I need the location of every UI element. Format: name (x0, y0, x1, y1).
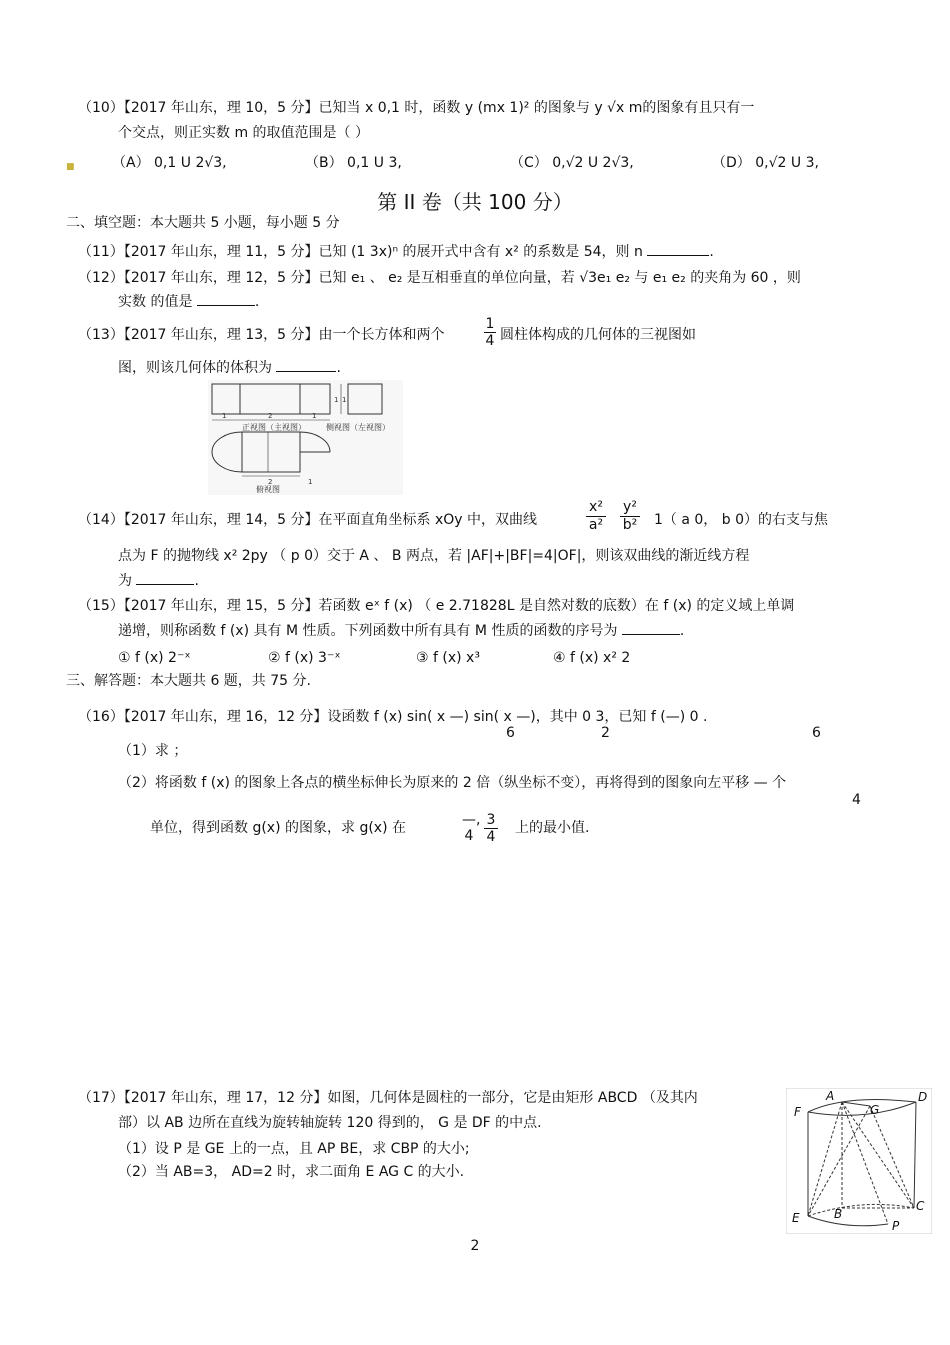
q12-stem: 实数 的值是 (118, 294, 193, 310)
side-view-label: 侧视图（左视图） (326, 423, 390, 432)
section-title: 第 II 卷（共 100 分） (377, 190, 573, 214)
q15-answer-blank (622, 622, 680, 635)
q16-interval-right (484, 812, 498, 845)
q16-den-2: 2 (601, 725, 610, 741)
page-number: 2 (470, 1238, 480, 1254)
q16-part2: （2）将函数 f (x) 的图象上各点的横坐标伸长为原来的 2 倍（纵坐标不变），再将得到的图象向左平移 — 个 (118, 775, 787, 791)
q16-part3-b: 上的最小值. (515, 820, 590, 836)
q16-int-a-den: 4 (464, 828, 474, 844)
q13-line2: 图，则该几何体的体积为 . (118, 360, 341, 376)
label-F: F (794, 1105, 801, 1119)
q17-part1: （1）设 P 是 GE 上的一点，且 AP BE，求 CBP 的大小; (118, 1141, 470, 1157)
bullet-mark: ■ (66, 162, 75, 172)
q14-stem: 为 (118, 573, 132, 589)
q14-frac-x (586, 499, 606, 534)
q14-x2: x² (586, 499, 606, 517)
q14-line1-a: （14）【2017 年山东，理 14，5 分】在平面直角坐标系 xOy 中，双曲线 (78, 512, 538, 528)
label-E: E (792, 1211, 800, 1225)
q12-line2: 实数 的值是 . (118, 294, 260, 310)
q14-line2: 点为 F 的抛物线 x² 2py （ p 0）交于 A 、 B 两点，若 |AF|+|BF|=4|OF|，则该双曲线的渐近线方程 (118, 548, 750, 564)
q16-den-6b: 6 (812, 725, 821, 741)
q10-option-a: （A） 0,1 U 2√3, (112, 155, 227, 171)
q10-option-d: （D） 0,√2 U 3, (712, 155, 819, 171)
top-view-label: 俯视图 (256, 485, 280, 494)
q12-answer-blank (197, 293, 255, 306)
q12-line1: （12）【2017 年山东，理 12，5 分】已知 e₁ 、 e₂ 是互相垂直的单位向量，若 √3e₁ e₂ 与 e₁ e₂ 的夹角为 60 ，则 (78, 270, 801, 286)
q15-option-2: ② f (x) 3⁻ˣ (268, 650, 341, 666)
label-G: G (870, 1103, 880, 1117)
q11-answer-blank (647, 243, 709, 256)
q14-line1-b: 1（ a 0， b 0）的右支与焦 (654, 512, 828, 528)
q13-frac-num: 1 (485, 316, 495, 332)
q13-answer-blank (276, 359, 336, 372)
label-D: D (918, 1090, 928, 1104)
q10-line1: （10）【2017 年山东，理 10，5 分】已知当 x 0,1 时，函数 y (mx 1)² 的图象与 y √x m的图象有且只有一 (78, 100, 755, 116)
q16-int-b-den: 4 (486, 829, 496, 845)
q17-part2: （2）当 AB=3， AD=2 时，求二面角 E AG C 的大小. (118, 1164, 465, 1180)
q11-text: （11）【2017 年山东，理 11，5 分】已知 (1 3x)ⁿ 的展开式中含有 x² 的系数是 54，则 n . (78, 244, 714, 260)
q14-frac-y (620, 499, 640, 534)
front-dim-1b: 1 (312, 412, 317, 420)
q13-fraction (484, 316, 496, 349)
front-dim-2: 2 (268, 412, 273, 420)
q17-line2: 部）以 AB 边所在直线为旋转轴旋转 120 得到的， G 是 DF 的中点. (118, 1115, 542, 1131)
top-dim-1: 1 (308, 478, 313, 486)
q10-option-b: （B） 0,1 U 3, (305, 155, 402, 171)
q13-line1-a: （13）【2017 年山东，理 13，5 分】由一个长方体和两个 (78, 327, 445, 343)
q17-line1: （17）【2017 年山东，理 17，12 分】如图，几何体是圆柱的一部分，它是由矩形 ABCD （及其内 (78, 1090, 698, 1106)
cylinder-figure (786, 1088, 932, 1234)
q15-stem: 递增，则称函数 f (x) 具有 M 性质。下列函数中所有具有 M 性质的函数的序号为 (118, 623, 618, 639)
q15-option-4: ④ f (x) x² 2 (553, 650, 631, 666)
q16-den-6a: 6 (506, 725, 515, 741)
q16-den-4a: 4 (852, 792, 861, 808)
q13-stem: 图，则该几何体的体积为 (118, 360, 272, 376)
q11-stem: （11）【2017 年山东，理 11，5 分】已知 (1 3x)ⁿ 的展开式中含有 x² 的系数是 54，则 n (78, 244, 643, 260)
q16-interval-left (462, 812, 481, 844)
q16-int-a-num: —, (462, 812, 481, 828)
label-B: B (834, 1207, 843, 1221)
q14-a2: a² (588, 517, 604, 533)
solve-header: 三、解答题：本大题共 6 题，共 75 分. (66, 673, 311, 689)
q14-answer-blank (136, 572, 194, 585)
fill-in-header: 二、填空题：本大题共 5 小题，每小题 5 分 (66, 215, 340, 231)
q16-part3-a: 单位，得到函数 g(x) 的图象，求 g(x) 在 (150, 820, 406, 836)
q15-line1: （15）【2017 年山东，理 15，5 分】若函数 eˣ f (x) （ e 2.71828L 是自然对数的底数）在 f (x) 的定义域上单调 (78, 598, 795, 614)
q10-option-c: （C） 0,√2 U 2√3, (510, 155, 634, 171)
q13-line1-b: 圆柱体构成的几何体的三视图如 (500, 327, 696, 343)
q15-line2: 递增，则称函数 f (x) 具有 M 性质。下列函数中所有具有 M 性质的函数的序号为 . (118, 623, 685, 639)
q16-int-b-num: 3 (484, 812, 498, 829)
front-view-label: 正视图（主视图） (242, 423, 306, 432)
label-P: P (892, 1219, 900, 1233)
label-A: A (826, 1089, 835, 1103)
side-dim-h: 1 (342, 396, 347, 404)
q13-frac-den: 4 (485, 333, 495, 349)
q16-line1: （16）【2017 年山东，理 16，12 分】设函数 f (x) sin( x —) sin( x —)，其中 0 3，已知 f (—) 0 . (78, 709, 708, 725)
q15-option-1: ① f (x) 2⁻ˣ (118, 650, 191, 666)
q16-part1: （1）求 ； (118, 743, 188, 759)
q14-b2: b² (622, 517, 638, 533)
label-C: C (916, 1199, 925, 1213)
q14-y2: y² (620, 499, 640, 517)
three-view-figure (208, 380, 403, 495)
q15-option-3: ③ f (x) x³ (416, 650, 480, 666)
top-dim-2: 2 (268, 478, 273, 486)
front-dim-h: 1 (334, 396, 339, 404)
q14-line3: 为 . (118, 573, 199, 589)
front-dim-1: 1 (222, 412, 227, 420)
q10-line2: 个交点，则正实数 m 的取值范围是（ ） (118, 125, 369, 141)
